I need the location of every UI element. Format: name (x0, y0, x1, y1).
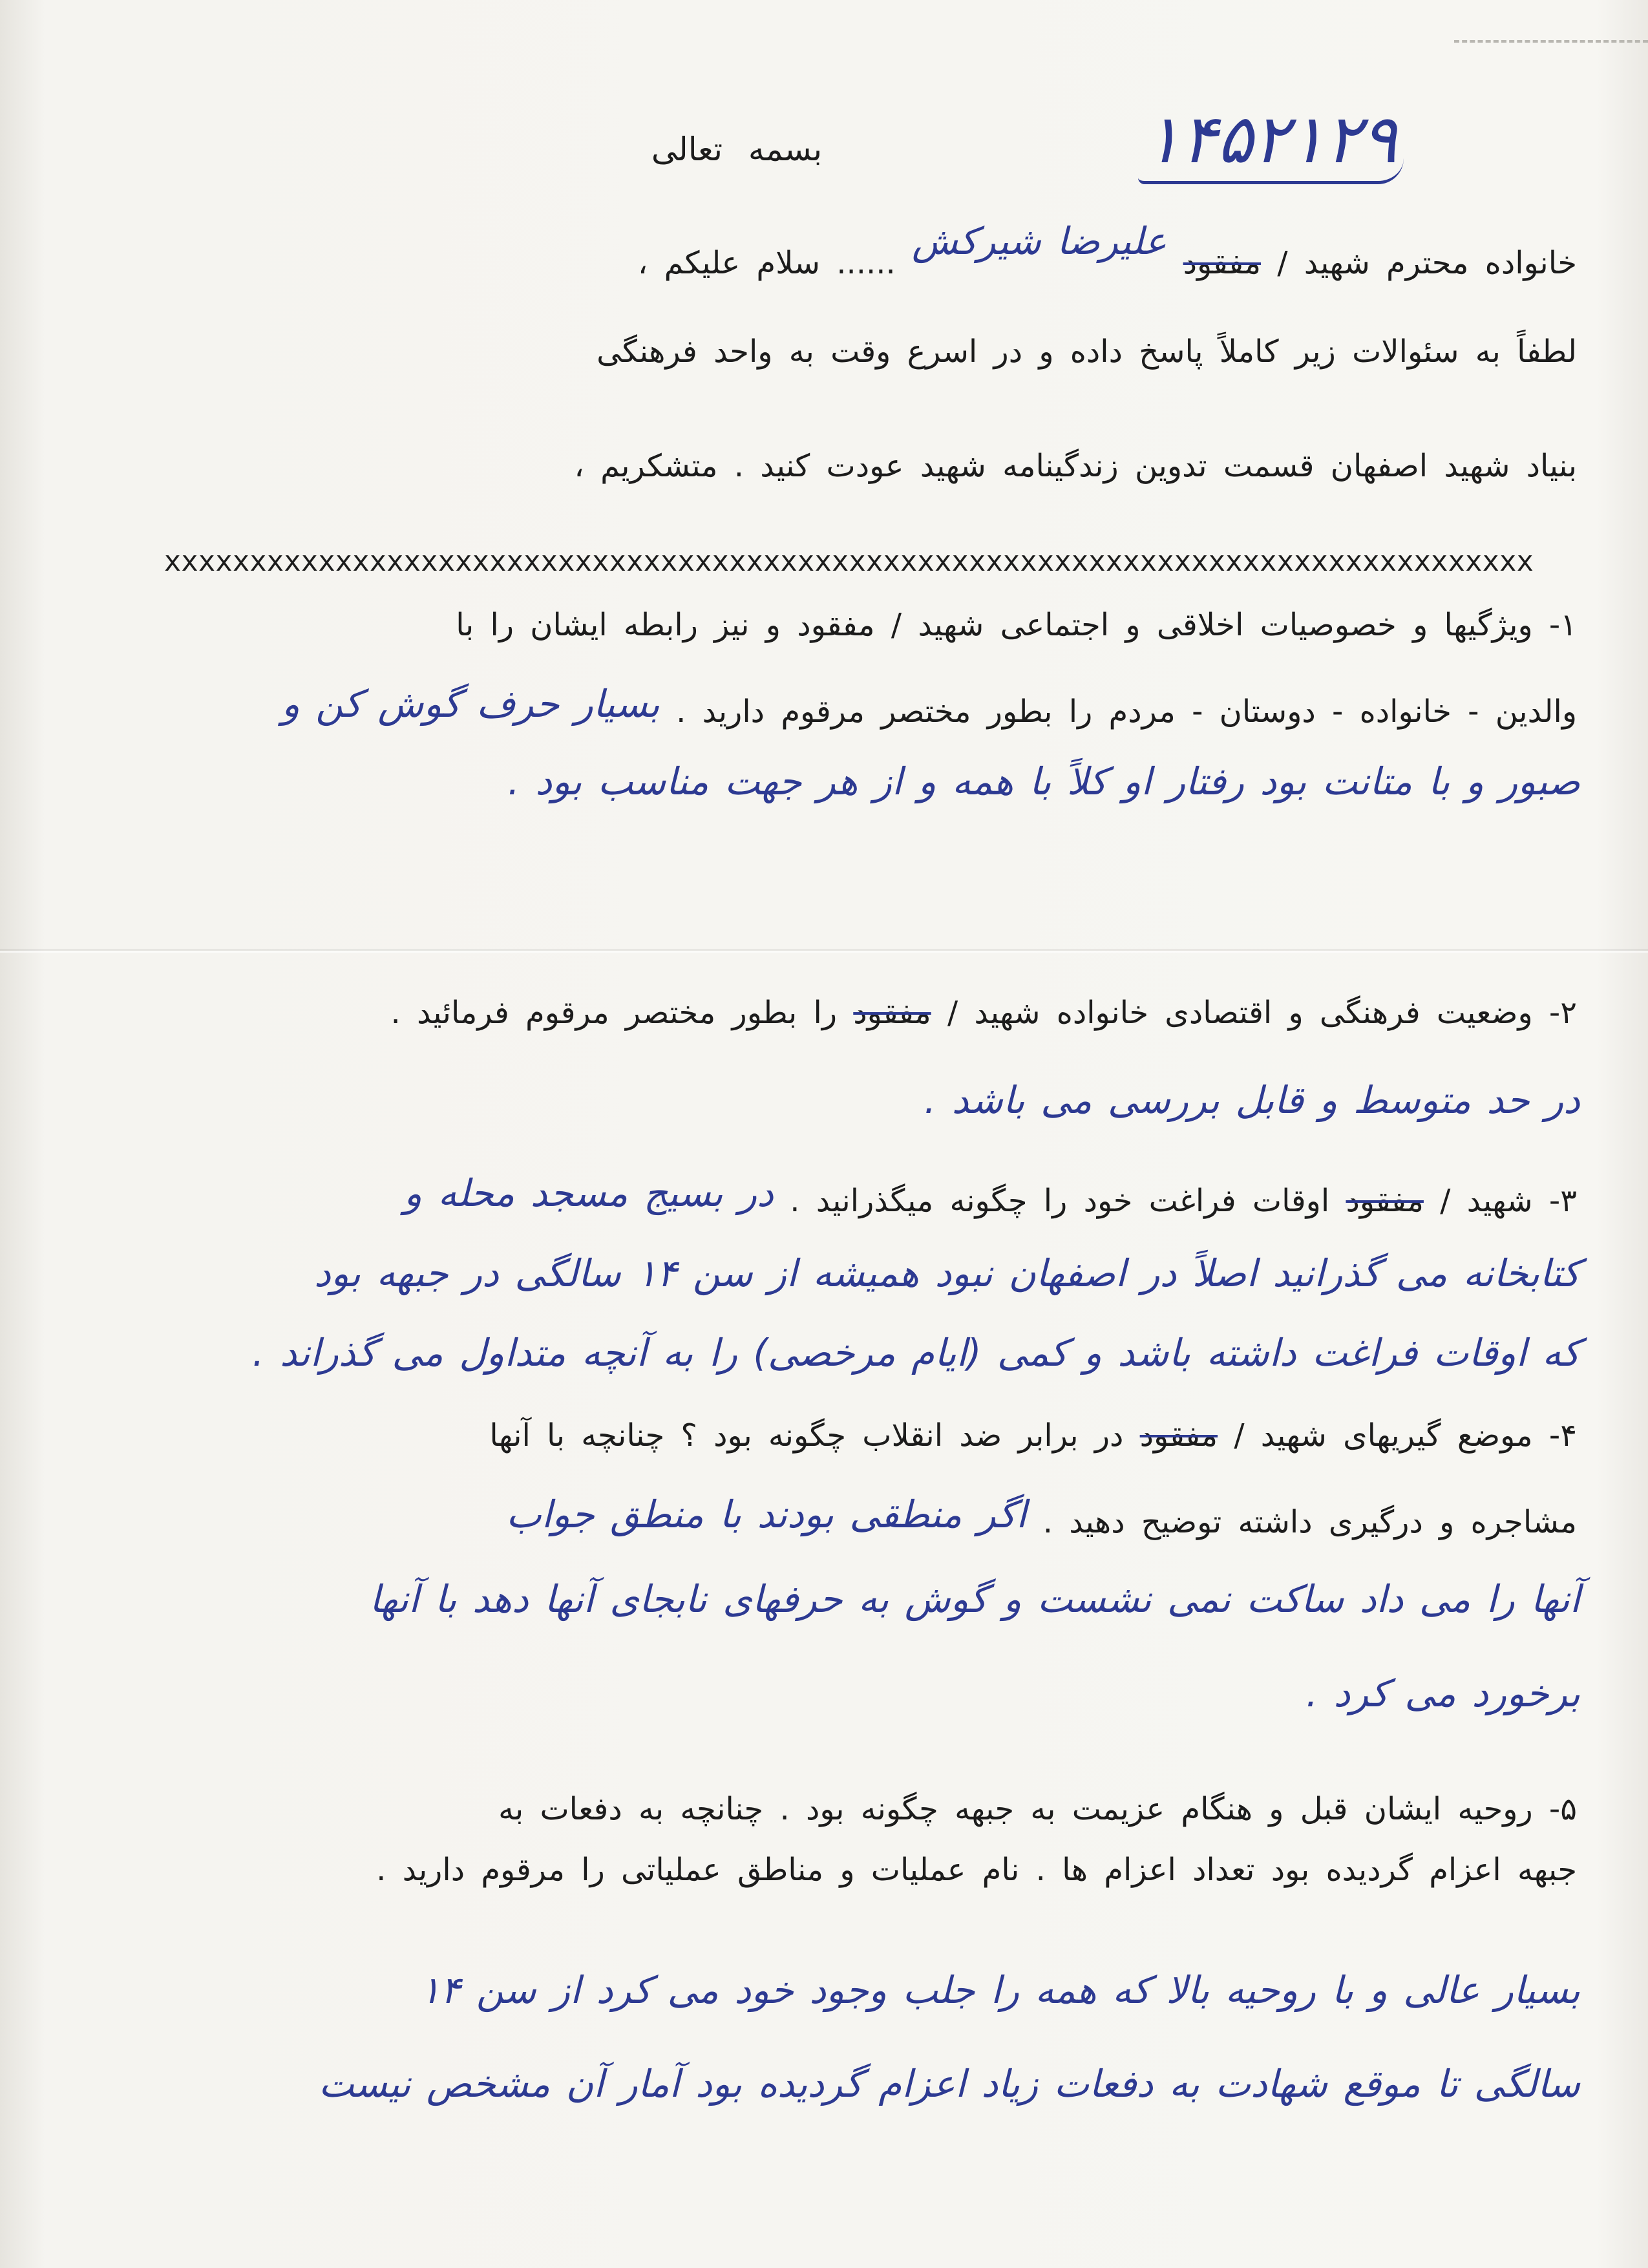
question-4-after: در برابر ضد انقلاب چگونه بود ؟ چنانچه با آنها (489, 1417, 1124, 1454)
question-2-before: ۲- وضعیت فرهنگی و اقتصادی خانواده شهید / (947, 995, 1577, 1031)
answer-5-part-2: سالگی تا موقع شهادت به دفعات زیاد اعزام گردیده بود آمار آن مشخص نیست (319, 2062, 1580, 2106)
question-3-struck-word: مفقود (1346, 1183, 1424, 1219)
answer-5-part-1: بسیار عالی و با روحیه بالا که همه را جلب وجود خود می کرد از سن ۱۴ (420, 1968, 1580, 2012)
intro-line-2: بنیاد شهید اصفهان قسمت تدوین زندگینامه شهید عودت کنید . متشکریم ، (574, 448, 1577, 484)
page-title: بسمه تعالی (651, 131, 823, 168)
question-4-line-2 (506, 1492, 1577, 1545)
salutation-suffix: ...... سلام علیکم ، (637, 245, 896, 281)
intro-line-1: لطفاً به سئوالات زیر کاملاً پاسخ داده و در اسرع وقت به واحد فرهنگی (597, 334, 1577, 370)
question-3-after: اوقات فراغت خود را چگونه میگذرانید . (790, 1183, 1330, 1219)
answer-1-part-1: بسیار حرف گوش کن و (281, 682, 660, 726)
martyr-name-handwritten: علیرضا شیرکش (912, 219, 1167, 263)
question-2-after: را بطور مختصر مرقوم فرمائید . (390, 995, 837, 1031)
scan-edge-mark (1454, 40, 1648, 43)
question-2 (390, 990, 1577, 1035)
answer-4-part-3: برخورد می کرد . (1305, 1671, 1580, 1715)
struck-missing-word: مفقود (1183, 245, 1262, 281)
fold-crease (0, 949, 1648, 951)
answer-3-part-3: که اوقات فراغت داشته باشد و کمی (ایام مرخصی) را به آنچه متداول می گذراند . (252, 1331, 1580, 1375)
answer-2: در حد متوسط و قابل بررسی می باشد . (924, 1078, 1580, 1122)
question-3-before: ۳- شهید / (1440, 1183, 1577, 1219)
question-1-line-2 (281, 682, 1577, 734)
answer-3-part-1: در بسیج مسجد محله و (404, 1171, 774, 1215)
question-5-line-1: ۵- روحیه ایشان قبل و هنگام عزیمت به جبهه چگونه بود . چنانچه به دفعات به (498, 1791, 1577, 1827)
question-4-line-1 (489, 1413, 1577, 1458)
x-separator-line: xxxxxxxxxxxxxxxxxxxxxxxxxxxxxxxxxxxxxxxxxxxxxxxxxxxxxxxxxxxxxxxxxxxxxxxxxxxxxxxx (164, 545, 1534, 578)
handwritten-file-number: ۱۴۵۲۱۲۹ (1138, 97, 1404, 184)
question-1-line-1: ۱- ویژگیها و خصوصیات اخلاقی و اجتماعی شهید / مفقود و نیز رابطه ایشان را با (456, 607, 1577, 643)
question-3 (404, 1171, 1577, 1224)
question-5-line-2: جبهه اعزام گردیده بود تعداد اعزام ها . نام عملیات و مناطق عملیاتی را مرقوم دارید . (376, 1852, 1577, 1888)
question-1-line-2-text: والدین - خانواده - دوستان - مردم را بطور مختصر مرقوم دارید . (676, 694, 1577, 730)
answer-3-part-2: کتابخانه می گذرانید اصلاً در اصفهان نبود همیشه از سن ۱۴ سالگی در جبهه بود (314, 1251, 1580, 1295)
question-4-line-2-text: مشاجره و درگیری داشته توضیح دهید . (1042, 1504, 1577, 1540)
answer-1-part-2: صبور و با متانت بود رفتار او کلاً با همه و از هر جهت مناسب بود . (507, 759, 1580, 803)
answer-4-part-1: اگر منطقی بودند با منطق جواب (506, 1492, 1027, 1536)
salutation-line (637, 219, 1577, 286)
answer-4-part-2: آنها را می داد ساکت نمی نشست و گوش به حرفهای نابجای آنها دهد با آنها (369, 1577, 1580, 1621)
question-2-struck-word: مفقود (853, 995, 931, 1031)
question-4-struck-word: مفقود (1139, 1417, 1218, 1454)
question-4-before: ۴- موضع گیریهای شهید / (1234, 1417, 1577, 1454)
salutation-prefix: خانواده محترم شهید / (1277, 245, 1577, 281)
